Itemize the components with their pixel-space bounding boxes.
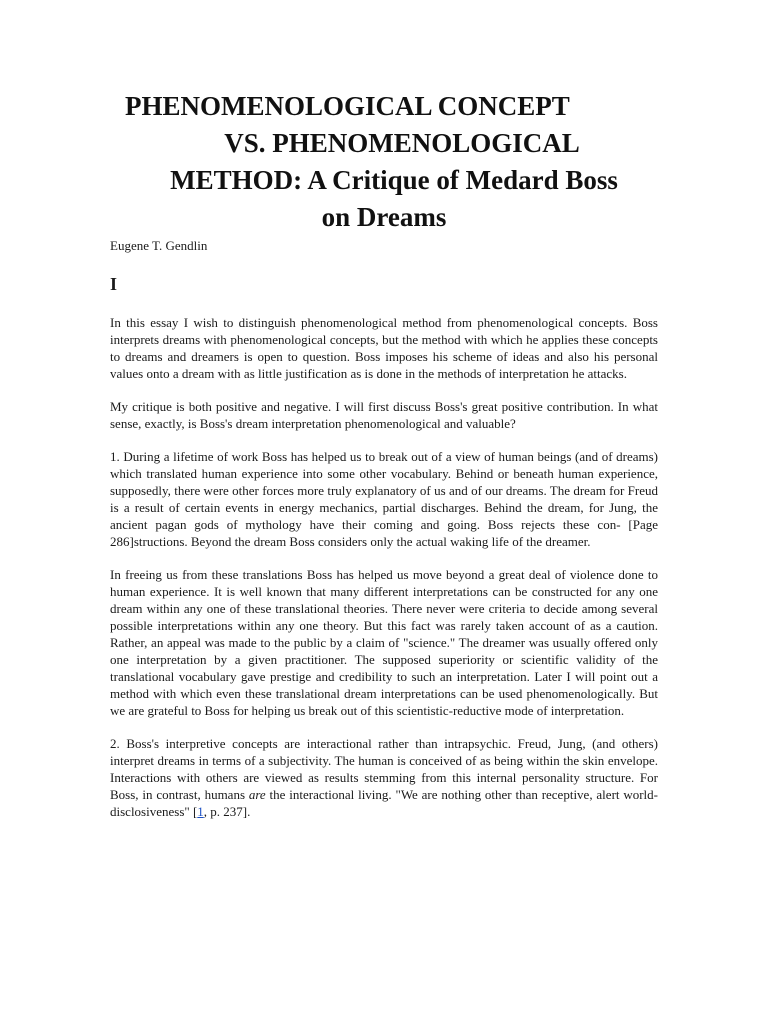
title-line-3: METHOD: A Critique of Medard Boss (170, 165, 618, 195)
paragraph-3: 1. During a lifetime of work Boss has helped us to break out of a view of human beings (and of dreams) which translated human experience into some other vocabulary. Behind or beneath human experience, supposedly, there were other forces more truly explanatory of us and of our dreams. The dream for Freud is a result of certain events in energy mechanics, partial discharges. Behind the dream, for Jung, the ancient pagan gods of mythology have their coming and going. Boss rejects these con- [Page 286]structions. Beyond the dream Boss considers only the actual waking life of the dreamer. (110, 449, 658, 549)
paragraph-1: In this essay I wish to distinguish phenomenological method from phenomenological concepts. Boss interprets dreams with phenomenological concepts, but the method with which he applies these concepts to dreams and dreamers is open to question. Boss imposes his scheme of ideas and also his personal values onto a dream with as little justification as is done in the methods of interpretation he attacks. (110, 315, 658, 381)
paragraph-2: My critique is both positive and negative. I will first discuss Boss's great positive contribution. In what sense, exactly, is Boss's dream interpretation phenomenological and valuable? (110, 399, 658, 431)
article-page (110, 88, 659, 819)
paragraph-5-text-b: the interactional living. "We are nothing other than receptive, alert world-disclosiveness" [ (110, 787, 659, 819)
author-name: Eugene T. Gendlin (110, 238, 208, 253)
paragraph-5 (110, 735, 658, 820)
title-line-2: VS. PHENOMENOLOGICAL (224, 128, 580, 158)
section-heading: I (110, 274, 118, 294)
article-title (110, 88, 658, 236)
citation-link-1[interactable]: 1 (197, 804, 204, 819)
title-line-1: PHENOMENOLOGICAL CONCEPT (125, 91, 570, 121)
paragraph-5-text-a: 2. Boss's interpretive concepts are interactional rather than intrapsychic. Freud, Jung, (and others) interpret dreams in terms of a subjectivity. The human is conceived of as being within the skin envelope. Interactions with others are viewed as results stemming from this internal personality structure. For Boss, in contrast, humans (110, 736, 658, 802)
article-body (110, 314, 658, 836)
paragraph-5-emphasis: are (248, 787, 266, 802)
paragraph-4: In freeing us from these translations Boss has helped us move beyond a great deal of violence done to human experience. It is well known that many different interpretations can be constructed for any one dream within any one of these translational theories. There never were criteria to decide among several possible interpretations within any one theory. But this fact was rarely taken account of as a caution. Rather, an appeal was made to the public by a claim of "science." The dreamer was usually offered only one interpretation by a given practitioner. The supposed superiority or scientific validity of the translational vocabulary gave prestige and credibility to such an interpretation. Later I will point out a method with which even these translational dream interpretations can be used phenomenologically. But we are grateful to Boss for helping us break out of this scientistic-reductive mode of interpretation. (110, 567, 658, 718)
paragraph-5-text-c: , p. 237]. (203, 804, 251, 819)
title-line-4: on Dreams (321, 202, 447, 232)
